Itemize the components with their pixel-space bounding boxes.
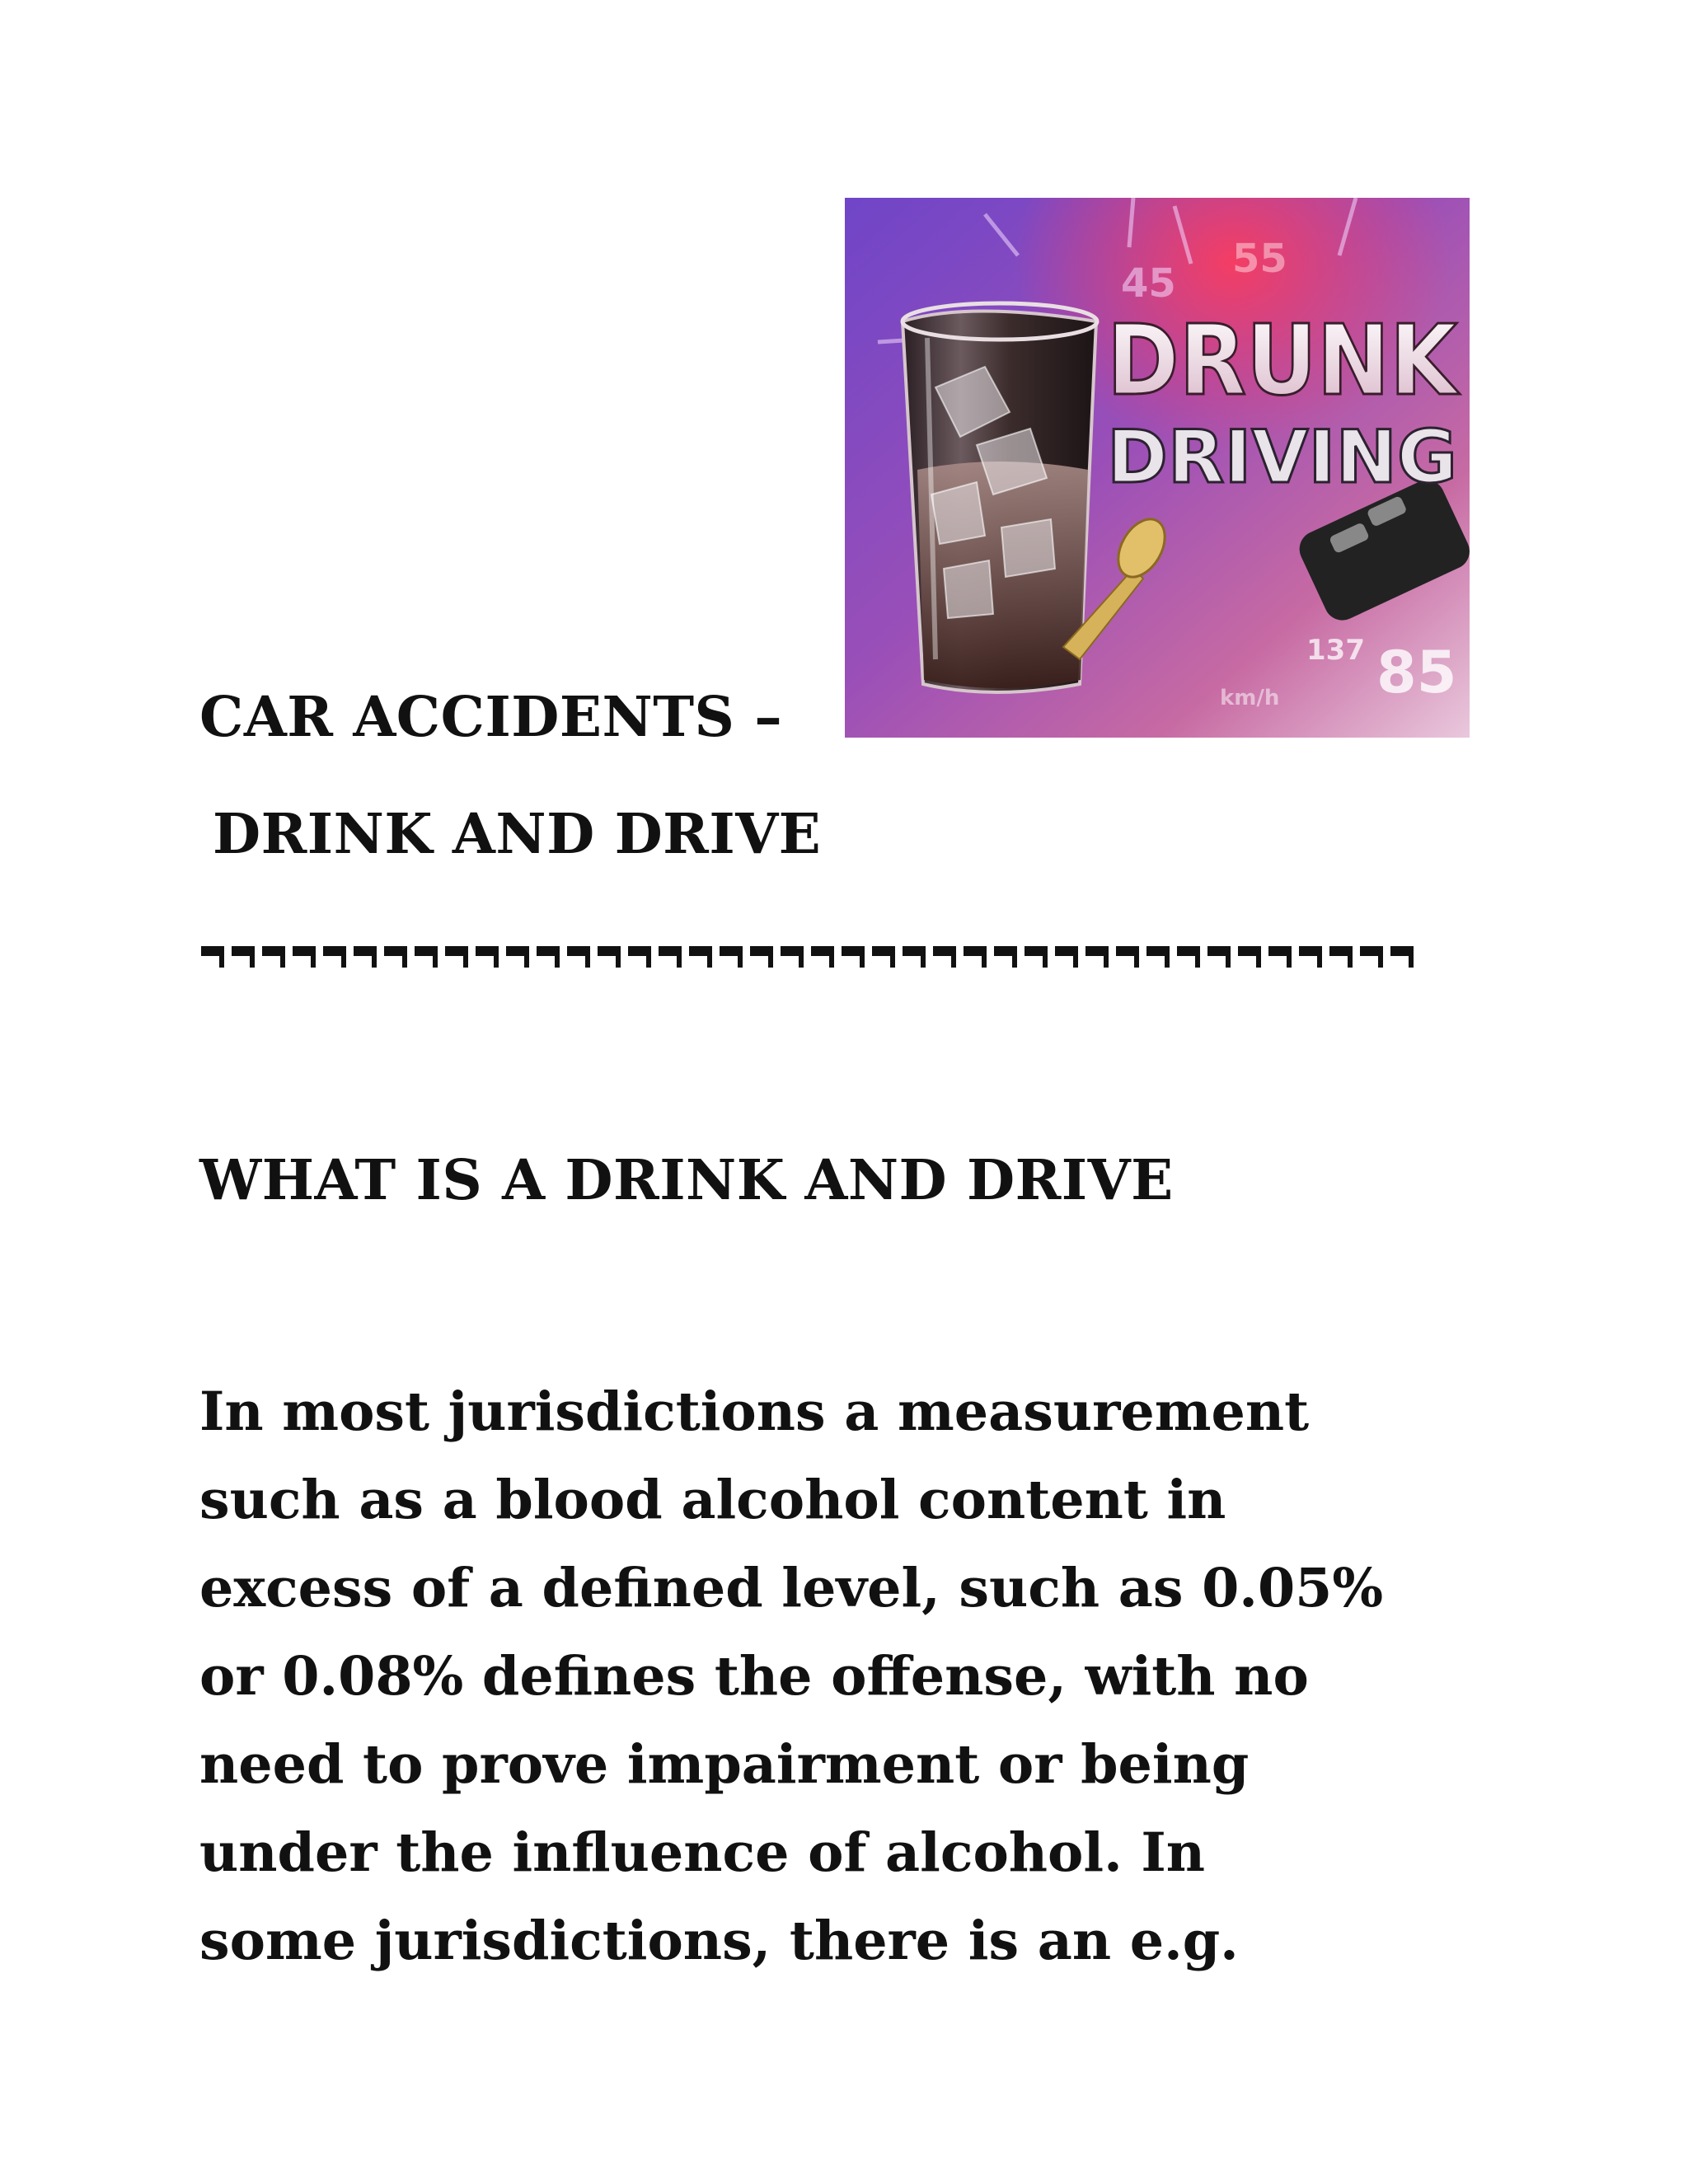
body-line: In most jurisdictions a measurement	[199, 1380, 1310, 1443]
drunk-word: DRUNK	[1107, 303, 1461, 417]
body-line: such as a blood alcohol content in	[199, 1469, 1226, 1531]
body-line: need to prove impairment or being	[199, 1733, 1250, 1796]
body-line: under the influence of alcohol. In	[199, 1821, 1206, 1884]
glass-illustration	[903, 303, 1097, 692]
drunk-driving-image	[845, 198, 1470, 738]
section-heading: WHAT IS A DRINK AND DRIVE	[199, 1147, 1174, 1212]
speed-unit: km/h	[1220, 686, 1280, 710]
title-line-2: DRINK AND DRIVE	[213, 801, 822, 866]
body-line: some jurisdictions, there is an e.g.	[199, 1910, 1239, 1972]
title-line-1: CAR ACCIDENTS –	[199, 684, 783, 749]
body-line: or 0.08% defines the offense, with no	[199, 1645, 1309, 1708]
dial-number-b: 55	[1232, 236, 1287, 282]
body-paragraph	[199, 1368, 1518, 1985]
dial-number-a: 45	[1121, 260, 1176, 307]
speed-big: 85	[1376, 639, 1457, 706]
speed-small: 137	[1306, 634, 1365, 667]
separator-ticks	[201, 956, 1418, 968]
body-line: excess of a defined level, such as 0.05%	[199, 1557, 1384, 1619]
driving-word: DRIVING	[1107, 415, 1457, 499]
